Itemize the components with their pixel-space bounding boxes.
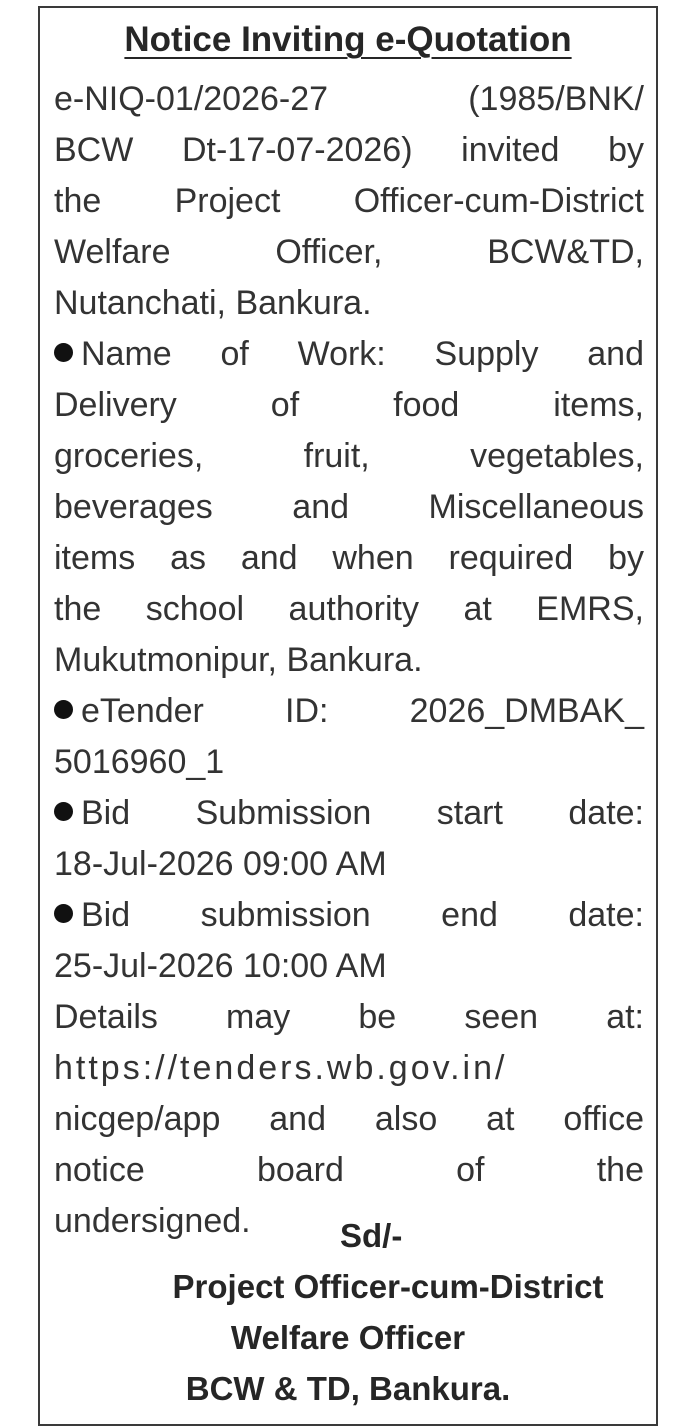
start-line: 18-Jul-2026 09:00 AM bbox=[54, 845, 387, 883]
tender-bullet-line bbox=[54, 686, 644, 737]
notice-title: Notice Inviting e-Quotation bbox=[124, 20, 572, 59]
bullet-icon bbox=[54, 700, 73, 719]
details-line: undersigned. bbox=[54, 1202, 251, 1240]
signature-block bbox=[40, 1210, 656, 1414]
tender-line: 5016960_1 bbox=[54, 743, 225, 781]
work-line: the school authority at EMRS, bbox=[54, 590, 644, 628]
details-line: Details may be seen at: bbox=[54, 998, 644, 1036]
notice-body bbox=[54, 74, 644, 1247]
work-line: items as and when required by bbox=[54, 539, 644, 577]
work-line: Delivery of food items, bbox=[54, 386, 644, 424]
intro-line: BCW Dt-17-07-2026) invited by bbox=[54, 131, 644, 169]
signature-title: Project Officer-cum-District bbox=[172, 1268, 604, 1305]
end-line: 25-Jul-2026 10:00 AM bbox=[54, 947, 387, 985]
details-line: notice board of the bbox=[54, 1151, 644, 1189]
tender-line: eTender ID: 2026_DMBAK_ bbox=[81, 692, 644, 730]
signature-office: BCW & TD, Bankura. bbox=[185, 1370, 511, 1407]
work-line: Mukutmonipur, Bankura. bbox=[54, 641, 423, 679]
intro-line: Welfare Officer, BCW&TD, bbox=[54, 233, 644, 271]
bullet-icon bbox=[54, 343, 73, 362]
end-bullet-line bbox=[54, 890, 644, 941]
start-bullet-line bbox=[54, 788, 644, 839]
work-line: beverages and Miscellaneous bbox=[54, 488, 644, 526]
signature-sd: Sd/- bbox=[340, 1217, 403, 1254]
notice-box bbox=[38, 6, 658, 1426]
bullet-icon bbox=[54, 802, 73, 821]
end-line: Bid submission end date: bbox=[81, 896, 644, 934]
work-line: Name of Work: Supply and bbox=[81, 335, 644, 373]
intro-line: Nutanchati, Bankura. bbox=[54, 284, 372, 322]
bullet-icon bbox=[54, 904, 73, 923]
details-url-line: https://tenders.wb.gov.in/ bbox=[54, 1049, 508, 1087]
details-line: nicgep/app and also at office bbox=[54, 1100, 644, 1138]
intro-line: the Project Officer-cum-District bbox=[54, 182, 644, 220]
intro-line: e-NIQ-01/2026-27 (1985/BNK/ bbox=[54, 80, 644, 118]
start-line: Bid Submission start date: bbox=[81, 794, 644, 832]
work-line: groceries, fruit, vegetables, bbox=[54, 437, 644, 475]
work-bullet-line bbox=[54, 329, 644, 380]
signature-title: Welfare Officer bbox=[230, 1319, 466, 1356]
